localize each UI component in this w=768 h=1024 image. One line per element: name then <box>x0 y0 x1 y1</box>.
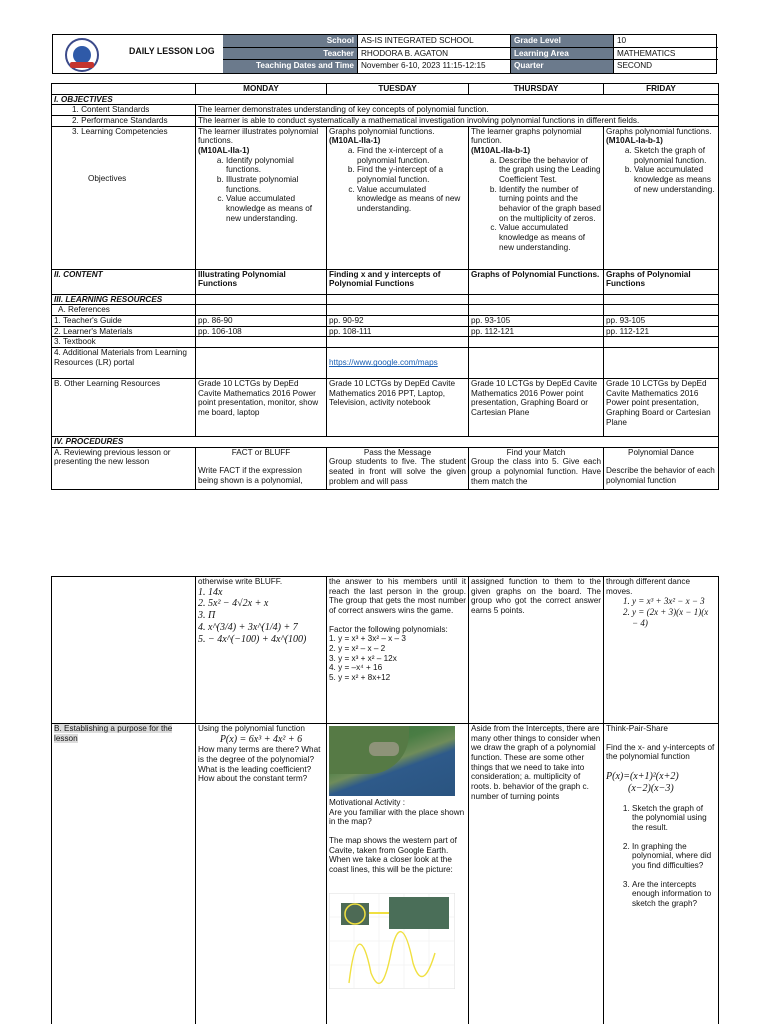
proc-b-fri-title: Think-Pair-Share <box>606 724 668 733</box>
day-friday: FRIDAY <box>604 84 719 95</box>
textbook-label: 3. Textbook <box>52 337 196 348</box>
procedures-heading: IV. PROCEDURES <box>52 437 719 448</box>
header-block <box>52 34 717 74</box>
area-label: Learning Area <box>511 48 614 61</box>
performance-standards-label: 2. Performance Standards <box>52 116 196 127</box>
tg-monday: pp. 86-90 <box>196 316 327 327</box>
p2-friday-cont <box>604 577 719 724</box>
obj-thu-intro: The learner graphs polynomial function. <box>471 126 582 146</box>
proc-b-fri-func: P(x)=(x+1)²(x+2) <box>606 771 679 783</box>
obj-tue-code: (M10AL-IIa-1) <box>329 136 381 146</box>
quarter-value: SECOND <box>617 61 653 71</box>
list-item: 2. In graphing the polynomial, where did you find difficulties? <box>632 842 716 871</box>
day-thursday: THURSDAY <box>469 84 604 95</box>
list-item: 1. y = x³ + 3x² – x – 3 <box>329 634 406 644</box>
lm-tuesday: pp. 108-111 <box>327 326 469 337</box>
obj-mon-list <box>198 156 324 224</box>
expr-5: 5. − 4x^(−100) + 4x^(100) <box>198 633 307 645</box>
obj-fri-code: (M10AL-Ia-b-1) <box>606 136 663 146</box>
content-heading: II. CONTENT <box>52 269 196 294</box>
other-resources-label: B. Other Learning Resources <box>52 379 196 437</box>
obj-tue-intro: Graphs polynomial functions. <box>329 126 435 136</box>
dates-label: Teaching Dates and Time <box>223 60 358 73</box>
obj-fri-intro: Graphs polynomial functions. <box>606 126 712 136</box>
proc-b-fri-func-2: (x−2)(x−3) <box>628 782 674 794</box>
procedure-b-label: B. Establishing a purpose for the lesson <box>54 724 173 743</box>
competencies-cell <box>52 126 196 269</box>
p2-monday-cont <box>196 577 327 724</box>
proc-a-thursday <box>469 447 604 489</box>
proc-b-mon-func: P(x) = 6x³ + 4x² + 6 <box>219 733 303 745</box>
expr-3: 3. Π <box>198 610 216 622</box>
p2-mon-bluff: otherwise write BLUFF. <box>198 577 283 586</box>
quarter-label: Quarter <box>511 60 614 73</box>
tg-tuesday: pp. 90-92 <box>327 316 469 327</box>
objectives-label: Objectives <box>88 174 127 184</box>
proc-a-thu-title: Find your Match <box>506 447 566 457</box>
list-item: a. Find the x-intercept of a polynomial function. <box>357 146 466 165</box>
p2-tuesday-cont <box>327 577 469 724</box>
list-item: a. Sketch the graph of polynomial function. <box>634 146 716 165</box>
proc-b-friday <box>604 724 719 1024</box>
content-standards-label: 1. Content Standards <box>52 105 196 116</box>
list-item: b. Identify the number of turning points and the behavior of the graph based on the multiplicity of zeros. <box>499 185 601 224</box>
objectives-heading: I. OBJECTIVES <box>52 94 719 105</box>
list-item: 1. y = x³ + 3x² − x − 3 <box>632 596 716 607</box>
content-monday: Illustrating Polynomial Functions <box>196 269 327 294</box>
lesson-table-page1 <box>51 83 719 490</box>
obj-mon-code: (M10AL-IIa-1) <box>198 146 250 156</box>
p2-tue-factor: Factor the following polynomials: <box>329 624 448 634</box>
proc-a-friday <box>604 447 719 489</box>
references-label: A. References <box>52 305 196 316</box>
grade-value: 10 <box>614 35 718 48</box>
expr-4: 4. x^(3/4) + 3x^(1/4) + 7 <box>198 622 298 634</box>
coastline-graph-image <box>329 893 455 989</box>
proc-b-tue-text: The map shows the western part of Cavite, taken from Google Earth. When we take a closer look at the coast lines, this will be the picture: <box>329 836 457 875</box>
p2-thursday-cont: assigned function to them to the given graphs on the board. The group who got the correct answer earns 5 points. <box>469 577 604 724</box>
list-item: c. Value accumulated knowledge as means of new understanding. <box>499 223 601 252</box>
list-item: b. Find the y-intercept of a polynomial function. <box>357 165 466 184</box>
proc-a-thu-text: Group the class into 5. Give each group a polynomial function. Have them match the <box>471 457 601 486</box>
content-friday: Graphs of Polynomial Functions <box>604 269 719 294</box>
list-item: 5. y = x² + 8x+12 <box>329 673 391 683</box>
competencies-label: 3. Learning Competencies <box>72 126 168 136</box>
list-item: c. Value accumulated knowledge as means of new understanding. <box>357 185 466 214</box>
proc-b-thursday: Aside from the Intercepts, there are many other things to consider when we draw the graph of a polynomial function. These are some other things that we need to take into consideration; a. multiplicity of roots. b. behavior of the graph c. number of turning points <box>469 724 604 1024</box>
dates-value: November 6-10, 2023 11:15-12:15 <box>358 60 511 73</box>
list-item: 3. y = x³ + x² – 12x <box>329 653 397 663</box>
other-tuesday: Grade 10 LCTGs by DepEd Cavite Mathematics 2016 PPT, Laptop, Television, activity notebook <box>327 379 469 437</box>
page-title: DAILY LESSON LOG <box>129 46 215 56</box>
p2-fri-list <box>606 596 716 628</box>
school-label: School <box>223 35 358 48</box>
proc-b-tue-title: Motivational Activity : <box>329 798 405 807</box>
objectives-tuesday <box>327 126 469 269</box>
proc-a-tuesday <box>327 447 469 489</box>
area-value: MATHEMATICS <box>614 48 718 61</box>
obj-thu-code: (M10AL-IIa-b-1) <box>471 146 531 156</box>
objectives-friday <box>604 126 719 269</box>
lm-friday: pp. 112-121 <box>604 326 719 337</box>
proc-b-mon-questions: How many terms are there? What is the degree of the polynomial? What is the leading coefficient? How about the constant term? <box>198 745 321 784</box>
objectives-thursday <box>469 126 604 269</box>
p2-tue-text: the answer to his members until it reach the last person in the group. The group that gets the most number of correct answers wins the game. <box>329 577 466 616</box>
proc-a-fri-text: Describe the behavior of each polynomial function <box>606 466 715 486</box>
google-maps-link[interactable]: https://www.google.com/maps <box>329 358 438 368</box>
proc-a-mon-title: FACT or BLUFF <box>231 447 291 457</box>
list-item: b. Value accumulated knowledge as means of new understanding. <box>634 165 716 194</box>
objectives-monday <box>196 126 327 269</box>
proc-a-tue-text: Group students to five. The student seated in front will solve the given problem and will pass <box>329 457 466 486</box>
proc-a-fri-title: Polynomial Dance <box>628 447 694 457</box>
school-value: AS-IS INTEGRATED SCHOOL <box>358 35 511 48</box>
proc-b-fri-text: Find the x- and y-intercepts of the polynomial function <box>606 742 715 762</box>
proc-b-tue-question: Are you familiar with the place shown in the map? <box>329 807 465 827</box>
list-item: 1. Sketch the graph of the polynomial using the result. <box>632 804 716 833</box>
list-item: 2. y = x² – x – 2 <box>329 644 386 654</box>
tg-friday: pp. 93-105 <box>604 316 719 327</box>
day-monday: MONDAY <box>196 84 327 95</box>
obj-thu-list <box>471 156 601 253</box>
deped-seal-icon <box>65 38 99 72</box>
days-header-row <box>52 84 719 95</box>
grade-label: Grade Level <box>511 35 614 48</box>
day-tuesday: TUESDAY <box>327 84 469 95</box>
header-info-grid <box>223 35 718 73</box>
lm-monday: pp. 106-108 <box>196 326 327 337</box>
proc-b-fri-list <box>606 804 716 909</box>
list-item: a. Identify polynomial functions. <box>226 156 324 175</box>
list-item: 2. y = (2x + 3)(x − 1)(x − 4) <box>632 607 716 628</box>
content-standards-text: The learner demonstrates understanding of key concepts of polynomial function. <box>196 105 719 116</box>
obj-fri-list <box>606 146 716 194</box>
obj-mon-intro: The learner illustrates polynomial functions. <box>198 126 319 146</box>
proc-a-monday <box>196 447 327 489</box>
lesson-table-page2 <box>51 576 719 1024</box>
tg-thursday: pp. 93-105 <box>469 316 604 327</box>
lr-label: 4. Additional Materials from Learning Resources (LR) portal <box>52 348 196 379</box>
other-monday: Grade 10 LCTGs by DepEd Cavite Mathematics 2016 Power point presentation, monitor, show me board, laptop <box>196 379 327 437</box>
proc-b-mon-intro: Using the polynomial function <box>198 724 305 733</box>
teacher-label: Teacher <box>223 48 358 61</box>
teacher-value: RHODORA B. AGATON <box>358 48 511 61</box>
obj-tue-list <box>329 146 466 214</box>
list-item: 3. Are the intercepts enough information to sketch the graph? <box>632 880 716 909</box>
cavite-map-image <box>329 726 455 796</box>
resources-heading: III. LEARNING RESOURCES <box>52 294 196 305</box>
other-friday: Grade 10 LCTGs by DepEd Cavite Mathematics 2016 Power point presentation, Graphing Board or Cartesian Plane <box>604 379 719 437</box>
procedure-a-label: A. Reviewing previous lesson or presenting the new lesson <box>52 447 196 489</box>
list-item: b. Illustrate polynomial functions. <box>226 175 324 194</box>
expr-2: 2. 5x² − 4√2x + x <box>198 598 269 610</box>
proc-b-tuesday <box>327 724 469 1024</box>
list-item: a. Describe the behavior of the graph using the Leading Coefficient Test. <box>499 156 601 185</box>
p2-fri-text: through different dance moves. <box>606 577 691 596</box>
content-tuesday: Finding x and y intercepts of Polynomial Functions <box>327 269 469 294</box>
performance-standards-text: The learner is able to conduct systematically a mathematical investigation involving polynomial functions in different fields. <box>196 116 719 127</box>
other-thursday: Grade 10 LCTGs by DepEd Cavite Mathematics 2016 Power point presentation, Graphing Board or Cartesian Plane <box>469 379 604 437</box>
proc-a-tue-title: Pass the Message <box>363 447 432 457</box>
lm-label: 2. Learner's Materials <box>52 326 196 337</box>
expr-1: 1. 14x <box>198 586 223 598</box>
list-item: c. Value accumulated knowledge as means of new understanding. <box>226 194 324 223</box>
content-thursday: Graphs of Polynomial Functions. <box>469 269 604 294</box>
lm-thursday: pp. 112-121 <box>469 326 604 337</box>
proc-a-mon-text: Write FACT if the expression being shown is a polynomial, <box>198 466 303 486</box>
list-item: 4. y = –x⁴ + 16 <box>329 663 383 673</box>
tg-label: 1. Teacher's Guide <box>52 316 196 327</box>
proc-b-monday <box>196 724 327 1024</box>
